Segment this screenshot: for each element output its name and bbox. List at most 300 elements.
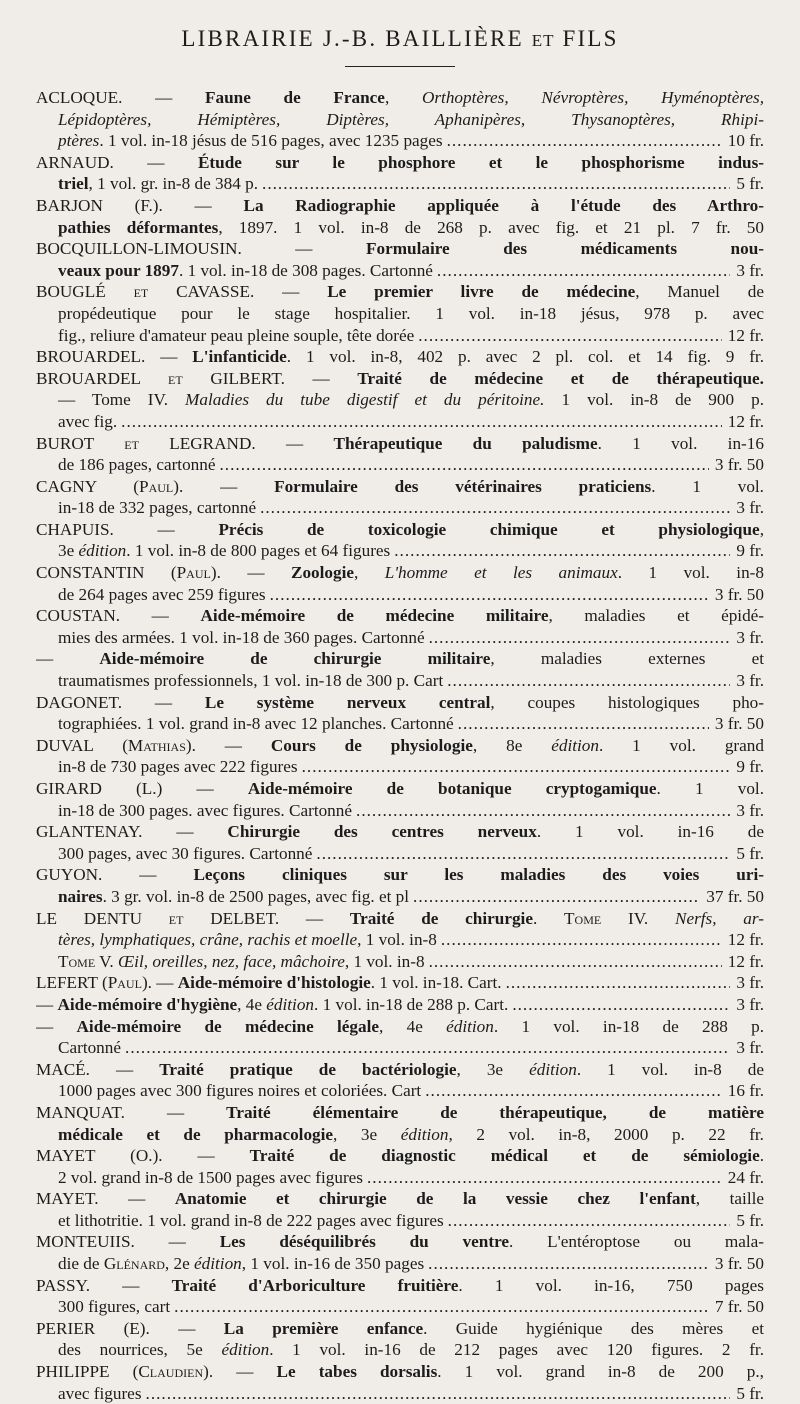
- entry-text: [58, 454, 216, 476]
- entry-title: Traité élémentaire de thérapeutique, de matière: [226, 1102, 764, 1122]
- entry-fragment: MACÉ. —: [36, 1059, 160, 1079]
- entry-line: [36, 519, 764, 541]
- entry-title: La première enfance: [223, 1318, 424, 1338]
- entry-text: [58, 540, 390, 562]
- entry-price: 24 fr.: [727, 1167, 764, 1187]
- entry-fragment: et: [168, 908, 184, 928]
- catalogue-entry: [36, 346, 764, 368]
- entry-title: pathies déformantes: [58, 217, 219, 237]
- entry-title: Traité pratique de bactériologie: [159, 1059, 457, 1079]
- entry-text: [58, 260, 433, 282]
- entry-line: [36, 1210, 764, 1232]
- entry-title: Traité de médecine et de thérapeutique.: [357, 368, 764, 388]
- entry-title: Formulaire des médicaments nou-: [366, 239, 764, 259]
- entry-italic: édition: [529, 1059, 577, 1079]
- entry-price: 12 fr.: [727, 411, 764, 431]
- entry-fragment: GILBERT. —: [182, 368, 358, 388]
- entry-italic: ptères: [58, 131, 100, 151]
- entry-line: [36, 476, 764, 498]
- catalogue-entry: [36, 994, 764, 1016]
- entry-fragment: —: [36, 994, 58, 1014]
- entry-fragment: , 8e: [472, 735, 552, 755]
- entry-line: [36, 1080, 764, 1102]
- entry-title: Aide-mémoire de médecine légale: [76, 1016, 379, 1036]
- entry-fragment: . 1 vol. in-8, 402 p. avec 2 pl. col. et 14 fig. 9 fr.: [286, 347, 764, 367]
- catalogue-entry: [36, 87, 764, 152]
- dot-leader: [316, 843, 730, 865]
- dot-leader: [174, 1296, 709, 1318]
- entry-line: [36, 433, 764, 455]
- entry-fragment: ,: [384, 88, 422, 107]
- entry-title: Cours de physiologie: [270, 735, 473, 755]
- entry-line: [36, 627, 764, 649]
- catalogue-entry: [36, 1361, 764, 1404]
- entry-title: Leçons cliniques sur les maladies des voies uri-: [193, 865, 764, 885]
- entry-line: [36, 152, 764, 174]
- entry-title: Aide-mémoire d'hygiène: [57, 994, 238, 1014]
- entry-fragment: , 1 vol. in-8: [357, 930, 437, 950]
- dot-leader: [458, 713, 709, 735]
- entry-fragment: BUROT: [36, 433, 125, 453]
- entry-fragment: Tome: [58, 951, 96, 971]
- entry-line: [36, 1339, 764, 1361]
- entry-fragment: 300 figures, cart: [58, 1297, 171, 1317]
- entry-line: [36, 238, 764, 260]
- entry-fragment: 3e: [58, 541, 79, 561]
- entry-text: [58, 1383, 142, 1404]
- catalogue-entry: [36, 778, 764, 821]
- entry-fragment: et: [133, 282, 149, 302]
- entry-fragment: , 3e: [333, 1124, 401, 1144]
- catalogue-entry: [36, 368, 764, 433]
- entry-fragment: . 1 vol. in-18. Cart.: [370, 973, 502, 993]
- entry-fragment: , taille: [695, 1189, 764, 1209]
- entry-italic: Œil, oreilles, nez, face, mâchoire: [117, 951, 345, 971]
- entry-fragment: COUSTAN. —: [36, 606, 201, 626]
- dot-leader: [506, 972, 731, 994]
- entry-line: [36, 713, 764, 735]
- entry-fragment: MANQUAT. —: [36, 1102, 227, 1122]
- entry-fragment: , maladies et épidé-: [548, 606, 764, 626]
- entry-fragment: ACLOQUE. —: [36, 88, 205, 107]
- entry-fragment: LE DENTU: [36, 908, 169, 928]
- entry-text: [58, 1210, 444, 1232]
- entry-fragment: —: [36, 649, 100, 669]
- entry-fragment: ). —: [210, 563, 291, 583]
- entry-price: 5 fr.: [736, 174, 764, 194]
- entry-italic: Lépidoptères, Hémiptères, Diptères, Aphanipères, Thysanoptères, Rhipi-: [58, 109, 764, 129]
- dot-leader: [437, 260, 730, 282]
- entry-price: 3 fr. 50: [714, 1254, 764, 1274]
- entry-fragment: , maladies externes et: [490, 649, 764, 669]
- entry-price: 12 fr.: [727, 951, 764, 971]
- entry-text: [58, 325, 414, 347]
- entry-fragment: BOUGLÉ: [36, 282, 134, 302]
- entry-fragment: et lithotritie. 1 vol. grand in-8 de 222 pages avec figures: [58, 1210, 444, 1230]
- entry-title: médicale et de pharmacologie: [58, 1124, 334, 1144]
- entry-price: 3 fr.: [736, 800, 764, 820]
- dot-leader: [429, 627, 731, 649]
- entry-line: [36, 346, 764, 368]
- entry-line: [36, 173, 764, 195]
- entry-fragment: 1000 pages avec 300 figures noires et coloriées. Cart: [58, 1081, 422, 1101]
- entry-italic: édition: [221, 1340, 270, 1360]
- entry-line: [36, 972, 764, 994]
- entry-text: [58, 843, 312, 865]
- entry-fragment: ,: [354, 563, 385, 583]
- entry-price: 3 fr.: [736, 671, 764, 691]
- entry-fragment: propédeutique pour le stage hospitalier. 1 vol. in-18 jésus, 978 p. avec: [58, 303, 764, 323]
- entry-fragment: LEFERT (: [36, 973, 108, 993]
- entry-price: 3 fr. 50: [714, 584, 764, 604]
- entry-text: [58, 951, 425, 973]
- entry-fragment: PASSY. —: [36, 1275, 172, 1295]
- entry-fragment: in-18 de 332 pages, cartonné: [58, 498, 257, 518]
- header-title-b: FILS: [562, 26, 619, 51]
- entry-fragment: , 2 vol. in-8, 2000 p. 22 fr.: [448, 1124, 764, 1144]
- entry-title: Traité de chirurgie: [349, 908, 533, 928]
- entry-price: 3 fr.: [736, 627, 764, 647]
- dot-leader: [270, 584, 709, 606]
- entry-fragment: — Tome IV.: [58, 390, 186, 410]
- entry-line: [36, 109, 764, 131]
- entry-italic: tères, lymphatiques, crâne, rachis et moelle: [58, 930, 358, 950]
- entry-fragment: , 4e: [237, 994, 267, 1014]
- catalogue-entry: [36, 1016, 764, 1059]
- entry-fragment: MONTEUIIS. —: [36, 1232, 220, 1252]
- entry-fragment: .: [759, 1146, 764, 1166]
- entry-line: [36, 1167, 764, 1189]
- entry-line: [36, 1016, 764, 1038]
- entry-fragment: avec figures: [58, 1383, 142, 1403]
- entry-text: [58, 584, 266, 606]
- entry-line: [36, 605, 764, 627]
- entry-line: [36, 1059, 764, 1081]
- entry-fragment: . 1 vol.: [651, 476, 764, 496]
- entry-fragment: de 264 pages avec 259 figures: [58, 584, 266, 604]
- catalogue-entry: [36, 1188, 764, 1231]
- entry-fragment: de 186 pages, cartonné: [58, 455, 216, 475]
- entry-title: naires: [58, 886, 103, 906]
- entry-text: [58, 1080, 421, 1102]
- entry-fragment: die de: [58, 1254, 104, 1274]
- entry-fragment: MAYET. —: [36, 1189, 175, 1209]
- entry-title: La Radiographie appliquée à l'étude des Arthro-: [243, 195, 764, 215]
- dot-leader: [367, 1167, 722, 1189]
- entry-line: [36, 735, 764, 757]
- entry-text: [58, 411, 117, 433]
- dot-leader: [146, 1383, 731, 1404]
- entry-title: Aide-mémoire de chirurgie militaire: [99, 649, 491, 669]
- entry-fragment: 2 vol. grand in-8 de 1500 pages avec figures: [58, 1167, 363, 1187]
- entry-line: [36, 325, 764, 347]
- entry-fragment: CAVASSE. —: [148, 282, 328, 302]
- catalogue-entry: [36, 972, 764, 994]
- entry-text: [58, 800, 352, 822]
- entry-price: 3 fr.: [736, 498, 764, 518]
- entry-line: [36, 886, 764, 908]
- entry-fragment: —: [36, 1016, 77, 1036]
- entry-fragment: MAYET (O.). —: [36, 1146, 250, 1166]
- entry-price: 5 fr.: [736, 843, 764, 863]
- entry-fragment: . 1 vol. in-18 de 288 p. Cart.: [314, 994, 509, 1014]
- entry-fragment: DUVAL (: [36, 735, 128, 755]
- entry-fragment: , coupes histologiques pho-: [490, 692, 764, 712]
- entry-fragment: . 3 gr. vol. in-8 de 2500 pages, avec fig. et pl: [102, 886, 410, 906]
- entry-text: [58, 173, 258, 195]
- entry-fragment: . 1 vol. grand: [598, 735, 764, 755]
- entry-line: [36, 454, 764, 476]
- entry-italic: édition: [446, 1016, 494, 1036]
- catalogue-entry: [36, 735, 764, 778]
- entry-text: [58, 670, 443, 692]
- entry-line: [36, 821, 764, 843]
- entry-line: [36, 1124, 764, 1146]
- entry-line: [36, 389, 764, 411]
- entry-fragment: Tome: [564, 908, 602, 928]
- entry-text: [58, 627, 425, 649]
- entry-line: [36, 692, 764, 714]
- entry-line: [36, 195, 764, 217]
- entry-title: Traité d'Arboriculture fruitière: [171, 1275, 459, 1295]
- dot-leader: [429, 951, 722, 973]
- entry-title: Aide-mémoire de botanique cryptogamique: [247, 779, 657, 798]
- entry-title: Aide-mémoire de médecine militaire: [200, 606, 549, 626]
- catalogue-entry: [36, 908, 764, 973]
- entry-fragment: , 3e: [456, 1059, 530, 1079]
- entry-line: [36, 994, 764, 1016]
- entry-price: 9 fr.: [736, 757, 764, 777]
- entry-line: [36, 1102, 764, 1124]
- entry-line: [36, 756, 764, 778]
- entry-fragment: . 1 vol. in-18 de 308 pages. Cartonné: [178, 260, 433, 280]
- entry-line: [36, 843, 764, 865]
- entry-title: L'infanticide: [192, 347, 287, 367]
- dot-leader: [428, 1253, 709, 1275]
- entry-fragment: , 1897. 1 vol. in-8 de 268 p. avec fig. et 21 pl. 7 fr. 50: [218, 217, 764, 237]
- catalogue-entry: [36, 1318, 764, 1361]
- entry-text: [58, 130, 443, 152]
- entry-fragment: ,: [759, 519, 764, 539]
- entry-fragment: ). —: [203, 1362, 277, 1382]
- entry-line: [36, 1037, 764, 1059]
- entry-price: 37 fr. 50: [706, 886, 764, 906]
- dot-leader: [447, 670, 730, 692]
- entry-price: 3 fr.: [736, 994, 764, 1014]
- entry-line: [36, 540, 764, 562]
- dot-leader: [220, 454, 709, 476]
- entry-price: 3 fr. 50: [714, 714, 764, 734]
- catalogue-entry: [36, 821, 764, 864]
- catalogue-entry: [36, 1145, 764, 1188]
- entry-italic: édition: [194, 1254, 242, 1274]
- entry-fragment: Glénard: [103, 1254, 165, 1274]
- entry-line: [36, 648, 764, 670]
- entry-text: [58, 929, 437, 951]
- entry-line: [36, 584, 764, 606]
- entry-fragment: avec fig.: [58, 411, 118, 431]
- entry-fragment: et: [168, 368, 183, 388]
- entry-price: 16 fr.: [727, 1081, 764, 1101]
- entry-line: [36, 281, 764, 303]
- entry-text: [58, 713, 454, 735]
- entry-fragment: , 4e: [379, 1016, 447, 1036]
- entry-fragment: CAGNY (: [36, 476, 140, 496]
- entry-fragment: , 2e: [164, 1254, 195, 1274]
- entry-title: veaux pour 1897: [58, 260, 179, 280]
- entry-fragment: . 1 vol. in-8 de 800 pages et 64 figures: [126, 541, 391, 561]
- entry-fragment: . 1 vol. in-8: [617, 563, 764, 583]
- entry-line: [36, 1383, 764, 1404]
- entry-fragment: V.: [95, 951, 118, 971]
- entry-fragment: CHAPUIS. —: [36, 519, 219, 539]
- entry-line: [36, 1275, 764, 1297]
- entry-title: Aide-mémoire d'histologie: [177, 973, 371, 993]
- dot-leader: [447, 130, 722, 152]
- entry-fragment: fig., reliure d'amateur peau pleine souple, tête dorée: [58, 325, 415, 345]
- entry-fragment: ). —: [173, 476, 275, 496]
- entry-price: 3 fr.: [736, 1038, 764, 1058]
- entry-fragment: BROUARDEL. —: [36, 347, 193, 367]
- entry-fragment: . 1 vol. in-16, 750 pages: [458, 1275, 764, 1295]
- entry-line: [36, 908, 764, 930]
- entry-text: [58, 886, 409, 908]
- entry-line: [36, 562, 764, 584]
- entry-fragment: tographiées. 1 vol. grand in-8 avec 12 planches. Cartonné: [58, 714, 454, 734]
- entry-price: 3 fr.: [736, 260, 764, 280]
- entry-italic: édition: [400, 1124, 449, 1144]
- entry-fragment: ARNAUD. —: [36, 152, 198, 172]
- entry-title: Formulaire des vétérinaires praticiens: [274, 476, 652, 496]
- catalogue-entry: [36, 195, 764, 238]
- entry-title: Précis de toxicologie chimique et physiologique: [218, 519, 760, 539]
- dot-leader: [448, 1210, 731, 1232]
- entry-italic: édition: [78, 541, 127, 561]
- entry-text: [58, 1037, 121, 1059]
- entry-italic: édition: [551, 735, 599, 755]
- entry-line: [36, 1296, 764, 1318]
- entry-text: [58, 497, 256, 519]
- entry-fragment: PHILIPPE (: [36, 1362, 139, 1382]
- catalogue-entry: [36, 1231, 764, 1274]
- entry-fragment: in-18 de 300 pages. avec figures. Cartonné: [58, 800, 353, 820]
- dot-leader: [121, 411, 722, 433]
- entry-fragment: LEGRAND. —: [138, 433, 334, 453]
- page-header: [36, 26, 764, 52]
- entry-fragment: , 1 vol. in-8: [344, 951, 425, 971]
- entry-title: Chirurgie des centres nerveux: [227, 822, 537, 842]
- entry-fragment: ). —: [185, 735, 271, 755]
- dot-leader: [260, 497, 730, 519]
- entry-title: Faune de France: [204, 88, 385, 107]
- entry-fragment: . 1 vol. in-16 de: [536, 822, 764, 842]
- entry-line: [36, 800, 764, 822]
- catalogue-entry: [36, 648, 764, 691]
- entry-italic: édition: [266, 994, 315, 1014]
- entry-fragment: BARJON (F.). —: [36, 195, 244, 215]
- entry-fragment: . 1 vol. in-18 de 288 p.: [493, 1016, 764, 1036]
- entry-fragment: , 1 vol. in-16 de 350 pages: [241, 1254, 425, 1274]
- entry-line: [36, 1188, 764, 1210]
- entry-italic: Orthoptères, Névroptères, Hyménoptères,: [421, 88, 764, 107]
- entry-title: Thérapeutique du paludisme: [333, 433, 598, 453]
- entry-title: Le tabes dorsalis: [276, 1362, 438, 1382]
- catalogue-entry: [36, 864, 764, 907]
- entry-price: 10 fr.: [727, 131, 764, 151]
- entry-price: 3 fr.: [736, 973, 764, 993]
- entry-fragment: CONSTANTIN (: [36, 563, 177, 583]
- entry-title: Zoologie: [291, 563, 355, 583]
- entry-title: Le premier livre de médecine: [327, 282, 636, 302]
- header-rule: [345, 66, 455, 67]
- catalogue-entry: [36, 519, 764, 562]
- entry-line: [36, 1253, 764, 1275]
- entry-fragment: Claudien: [138, 1362, 204, 1382]
- entry-fragment: . Guide hygiénique des mères et: [423, 1318, 764, 1338]
- entry-fragment: 300 pages, avec 30 figures. Cartonné: [58, 843, 313, 863]
- entry-price: 5 fr.: [736, 1383, 764, 1403]
- catalogue-entry: [36, 562, 764, 605]
- dot-leader: [302, 756, 731, 778]
- catalogue-entry: [36, 1059, 764, 1102]
- entry-text: [58, 1253, 424, 1275]
- entry-line: [36, 303, 764, 325]
- entry-fragment: DELBET. —: [183, 908, 350, 928]
- catalogue-entry: [36, 692, 764, 735]
- entry-price: 3 fr. 50: [714, 455, 764, 475]
- dot-leader: [413, 886, 700, 908]
- catalogue-entry: [36, 281, 764, 346]
- entry-price: 12 fr.: [727, 325, 764, 345]
- entry-line: [36, 411, 764, 433]
- dot-leader: [425, 1080, 722, 1102]
- entry-line: [36, 1361, 764, 1383]
- entry-line: [36, 864, 764, 886]
- entry-text: [58, 756, 298, 778]
- dot-leader: [394, 540, 730, 562]
- entry-text: [36, 972, 502, 994]
- entry-fragment: GLANTENAY. —: [36, 822, 228, 842]
- entry-line: [36, 1318, 764, 1340]
- entry-fragment: . 1 vol.: [656, 779, 764, 798]
- dot-leader: [512, 994, 730, 1016]
- entry-fragment: IV.: [601, 908, 675, 928]
- entry-fragment: .: [532, 908, 565, 928]
- dot-leader: [418, 325, 721, 347]
- entry-line: [36, 368, 764, 390]
- entry-fragment: Cartonné: [58, 1038, 122, 1058]
- entry-title: Étude sur le phosphore et le phosphorisme indus-: [197, 152, 764, 172]
- catalogue-entry: [36, 476, 764, 519]
- entry-line: [36, 951, 764, 973]
- entry-italic: Maladies du tube digestif et du péritoine.: [185, 390, 545, 410]
- entry-fragment: Mathias: [127, 735, 186, 755]
- entry-line: [36, 217, 764, 239]
- entry-fragment: mies des armées. 1 vol. in-18 de 360 pages. Cartonné: [58, 627, 425, 647]
- header-title-a: LIBRAIRIE J.-B. BAILLIÈRE: [181, 26, 524, 51]
- entry-title: Le système nerveux central: [204, 692, 491, 712]
- entry-fragment: . 1 vol. in-16: [597, 433, 764, 453]
- entry-fragment: GUYON. —: [36, 865, 194, 885]
- header-title-et: ET: [531, 31, 555, 50]
- entry-line: [36, 130, 764, 152]
- dot-leader: [125, 1037, 730, 1059]
- entry-fragment: 1 vol. in-8 de 900 p.: [544, 390, 764, 410]
- entry-fragment: . 1 vol. in-18 jésus de 516 pages, avec 1235 pages: [99, 131, 443, 151]
- entry-fragment: GIRARD (L.) —: [36, 779, 248, 798]
- entry-line: [36, 1231, 764, 1253]
- entry-fragment: . 1 vol. in-8 de: [576, 1059, 764, 1079]
